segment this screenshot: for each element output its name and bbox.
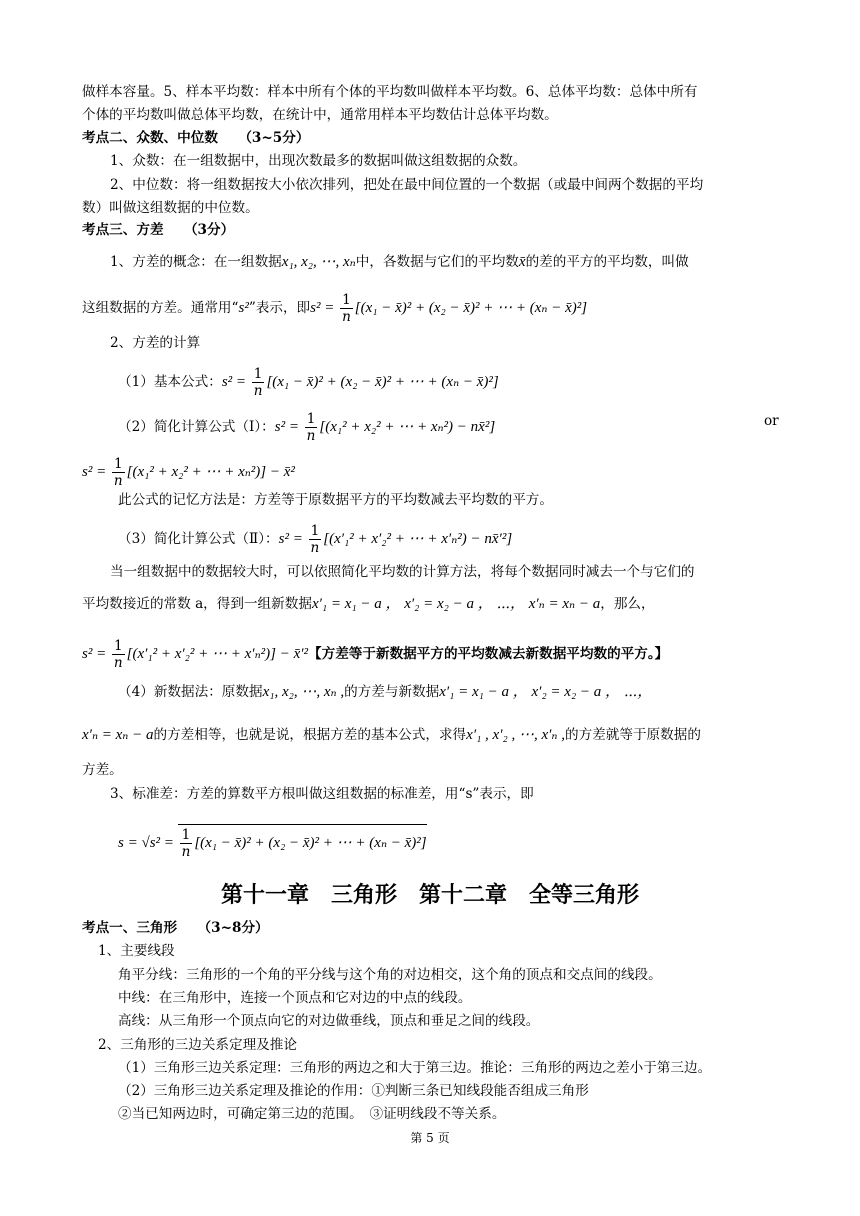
simplified-variance-formula-2: [(x′₁² + x′₂² + ⋯ + x′ₙ²) − nx̄′²] xyxy=(323,531,513,547)
sqrt-expression: $\frac{1}{n}$ [(x₁ − x̄)² + (x₂ − x̄)² + ⋯ + (xₙ − x̄)²] xyxy=(178,824,427,860)
fraction-one-over-n: $\frac{1}{n}$ xyxy=(181,827,191,860)
page-number: 第 5 页 xyxy=(410,1131,450,1145)
data-list-formula: x₁, x₂, ⋯, xₙ xyxy=(281,254,356,270)
variance-formula: [(x₁ − x̄)² + (x₂ − x̄)² + ⋯ + (xₙ − x̄)²] xyxy=(354,300,588,316)
text-line: ②当已知两边时，可确定第三边的范围。 ③证明线段不等关系。 xyxy=(118,1106,506,1122)
basic-formula-line: （1）基本公式：s² = $\frac{1}{n}$ [(x₁ − x̄)² + (x₂ − x̄)² + ⋯ + (xₙ − x̄)²] xyxy=(118,366,499,399)
new-data-variance-formula: [(x′₁² + x′₂² + ⋯ + x′ₙ²)] − x̄′² xyxy=(126,646,309,662)
text-line: 角平分线：三角形的一个角的平分线与这个角的对边相交，这个角的顶点和交点间的线段。 xyxy=(118,967,662,983)
text-line: 1、众数：在一组数据中，出现次数最多的数据叫做这组数据的众数。 xyxy=(110,153,527,169)
simplified-formula-2-line: （3）简化计算公式（Ⅱ）：s² = $\frac{1}{n}$ [(x′₁² + x′₂² + ⋯ + x′ₙ²) − nx̄′²] xyxy=(118,523,513,556)
text-line: 3、标准差：方差的算数平方根叫做这组数据的标准差，用“s”表示，即 xyxy=(110,786,534,802)
chapter-title: 第十一章 三角形 第十二章 全等三角形 xyxy=(220,882,639,908)
simplified-formula-1-line: （2）简化计算公式（Ⅰ）：s² = $\frac{1}{n}$ [(x₁² + x₂² + ⋯ + xₙ²) − nx̄²] xyxy=(118,411,496,444)
standard-deviation-formula: s = √s² = $\frac{1}{n}$ [(x₁ − x̄)² + (x₂ − x̄)² + ⋯ + (xₙ − x̄)²] xyxy=(118,824,778,860)
or-text: or xyxy=(764,413,779,429)
new-data-line: 平均数接近的常数 a，得到一组新数据x′₁ = x₁ − a ， x′₂ = x₂ − a ， ⋯， x′ₙ = xₙ − a，那么， xyxy=(82,596,655,612)
text-line: 此公式的记忆方法是：方差等于原数据平方的平均数减去平均数的平方。 xyxy=(118,492,553,508)
fraction-one-over-n: $\frac{1}{n}$ xyxy=(113,456,123,489)
fraction-one-over-n: $\frac{1}{n}$ xyxy=(306,411,316,444)
text-line: 中线：在三角形中，连接一个顶点和它对边的中点的线段。 xyxy=(118,990,472,1006)
section-heading-triangle: 考点一、三角形 （3~8分） xyxy=(82,920,269,936)
text-line: 高线：从三角形一个顶点向它的对边做垂线，顶点和垂足之间的线段。 xyxy=(118,1013,540,1029)
mean-symbol: x̄ xyxy=(518,254,526,270)
new-data-method-line: （4）新数据法：原数据x₁, x₂, ⋯, xₙ ,的方差与新数据x′₁ = x₁ − a ， x′₂ = x₂ − a ， ⋯， xyxy=(118,684,653,700)
text-line: （1）三角形三边关系定理：三角形的两边之和大于第三边。推论：三角形的两边之差小于第三边。 xyxy=(118,1060,712,1076)
variance-notation-line: 这组数据的方差。通常用“s²”表示，即s² = $\frac{1}{n}$ [(x₁ − x̄)² + (x₂ − x̄)² + ⋯ + (xₙ − x̄)²] xyxy=(82,292,588,325)
new-data-formula: x′₁ = x₁ − a ， x′₂ = x₂ − a ， ⋯， x′ₙ = xₙ − a xyxy=(311,596,601,612)
text-line: 2、三角形的三边关系定理及推论 xyxy=(98,1037,297,1053)
fraction-one-over-n: $\frac{1}{n}$ xyxy=(310,523,320,556)
simplified-formula-1-alt-line: s² = $\frac{1}{n}$ [(x₁² + x₂² + ⋯ + xₙ²)] − x̄² xyxy=(82,456,295,489)
simplified-variance-formula-1-alt: [(x₁² + x₂² + ⋯ + xₙ²)] − x̄² xyxy=(126,464,295,480)
text-line: 2、方差的计算 xyxy=(110,335,201,351)
fraction-one-over-n: $\frac{1}{n}$ xyxy=(253,366,263,399)
new-data-method-line-2: x′ₙ = xₙ − a的方差相等，也就是说，根据方差的基本公式，求得x′₁ , x′₂ , ⋯, x′ₙ ,的方差就等于原数据的 xyxy=(82,727,701,743)
variance-definition-line: 1、方差的概念：在一组数据x₁, x₂, ⋯, xₙ中，各数据与它们的平均数x̄的差的平方的平均数，叫做 xyxy=(110,254,689,270)
text-line: 个体的平均数叫做总体平均数，在统计中，通常用样本平均数估计总体平均数。 xyxy=(82,107,558,123)
text-line: 做样本容量。5、样本平均数：样本中所有个体的平均数叫做样本平均数。6、总体平均数：总体中所有 xyxy=(82,84,698,100)
section-heading-mode-median: 考点二、众数、中位数 （3~5分） xyxy=(82,130,310,146)
text-line: 数）叫做这组数据的中位数。 xyxy=(82,200,259,216)
basic-variance-formula: [(x₁ − x̄)² + (x₂ − x̄)² + ⋯ + (xₙ − x̄)²] xyxy=(266,374,499,390)
fraction-one-over-n: $\frac{1}{n}$ xyxy=(342,292,351,325)
new-data-variance-line: s² = $\frac{1}{n}$ [(x′₁² + x′₂² + ⋯ + x′ₙ²)] − x̄′²【方差等于新数据平方的平均数减去新数据平均数的平方。】 xyxy=(82,638,669,671)
text-line: 2、中位数：将一组数据按大小依次排列，把处在最中间位置的一个数据（或最中间两个数据的平均 xyxy=(110,177,704,193)
text-line: （2）三角形三边关系定理及推论的作用：①判断三条已知线段能否组成三角形 xyxy=(118,1083,589,1099)
text-line: 1、主要线段 xyxy=(98,943,175,959)
text-line: 方差。 xyxy=(82,762,123,778)
text-line: 当一组数据中的数据较大时，可以依照简化平均数的计算方法，将每个数据同时减去一个与它们的 xyxy=(110,564,695,580)
simplified-variance-formula-1: [(x₁² + x₂² + ⋯ + xₙ²) − nx̄²] xyxy=(319,419,496,435)
fraction-one-over-n: $\frac{1}{n}$ xyxy=(113,638,123,671)
section-heading-variance: 考点三、方差 （3分） xyxy=(82,222,235,238)
